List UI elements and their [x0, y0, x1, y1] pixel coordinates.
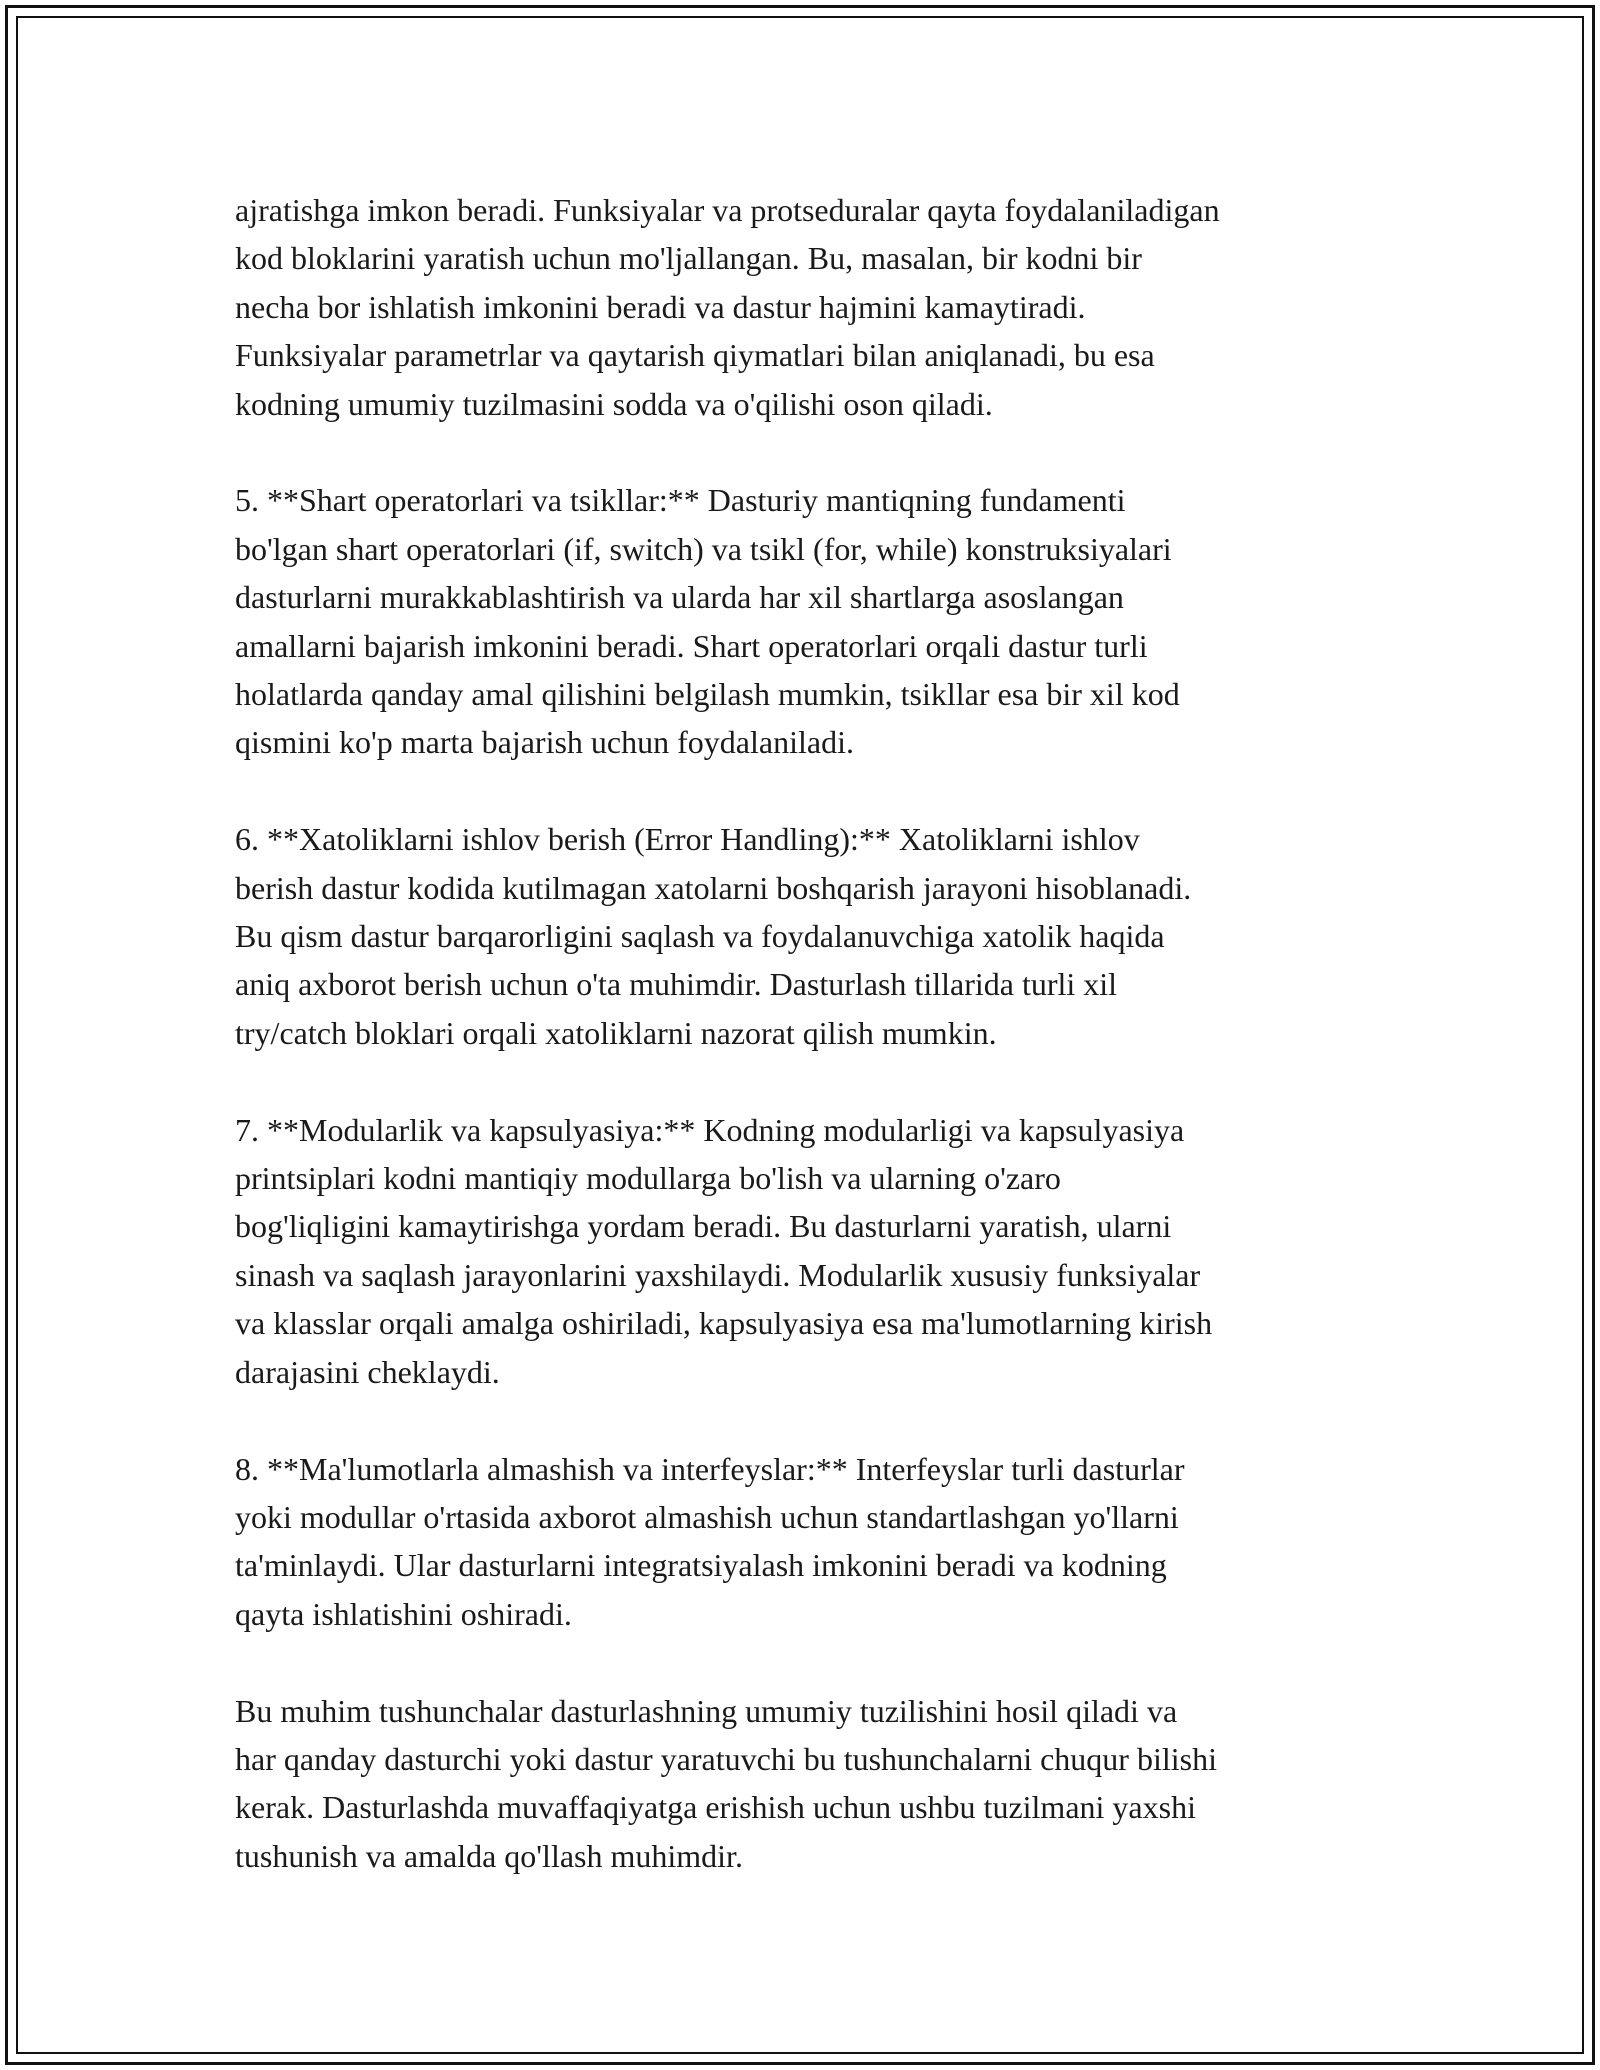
document-body: [235, 186, 1375, 1880]
paragraph-conclusion: Bu muhim tushunchalar dasturlashning umumiy tuzilishini hosil qiladi va har qanday dasturchi yoki dastur yaratuvchi bu tushunchalarni chuqur bilishi kerak. Dasturlashda muvaffaqiyatga erishish uchun ushbu tuzilmani yaxshi tushunish va amalda qo'llash muhimdir.: [235, 1692, 1217, 1874]
paragraph-functions-continuation: ajratishga imkon beradi. Funksiyalar va protseduralar qayta foydalaniladigan kod bloklarini yaratish uchun mo'ljallangan. Bu, masalan, bir kodni bir necha bor ishlatish imkonini beradi va dastur hajmini kamaytiradi. Funksiyalar parametrlar va qaytarish qiymatlari bilan aniqlanadi, bu esa kodning umumiy tuzilmasini sodda va o'qilishi oson qiladi.: [235, 192, 1220, 422]
paragraph-error-handling: 6. **Xatoliklarni ishlov berish (Error Handling):** Xatoliklarni ishlov berish dastur kodida kutilmagan xatolarni boshqarish jarayoni hisoblanadi. Bu qism dastur barqarorligini saqlash va foydalanuvchiga xatolik haqida aniq axborot berish uchun o'ta muhimdir. Dasturlash tillarida turli xil try/catch bloklari orqali xatoliklarni nazorat qilish mumkin.: [235, 821, 1192, 1051]
paragraph-conditions-loops: 5. **Shart operatorlari va tsikllar:** Dasturiy mantiqning fundamenti bo'lgan shart operatorlari (if, switch) va tsikl (for, while) konstruksiyalari dasturlarni murakkablashtirish va ularda har xil shartlarga asoslangan amallarni bajarish imkonini beradi. Shart operatorlari orqali dastur turli holatlarda qanday amal qilishini belgilash mumkin, tsikllar esa bir xil kod qismini ko'p marta bajarish uchun foydalaniladi.: [235, 482, 1180, 761]
paragraph-modularity-encapsulation: 7. **Modularlik va kapsulyasiya:** Kodning modularligi va kapsulyasiya printsiplari kodni mantiqiy modullarga bo'lish va ularning o'zaro bog'liqligini kamaytirishga yordam beradi. Bu dasturlarni yaratish, ularni sinash va saqlash jarayonlarini yaxshilaydi. Modularlik xususiy funksiyalar va klasslar orqali amalga oshiriladi, kapsulyasiya esa ma'lumotlarning kirish darajasini cheklaydi.: [235, 1111, 1213, 1390]
paragraph-interfaces: 8. **Ma'lumotlarla almashish va interfeyslar:** Interfeyslar turli dasturlar yoki modullar o'rtasida axborot almashish uchun standartlashgan yo'llarni ta'minlaydi. Ular dasturlarni integratsiyalash imkonini beradi va kodning qayta ishlatishini oshiradi.: [235, 1450, 1185, 1632]
